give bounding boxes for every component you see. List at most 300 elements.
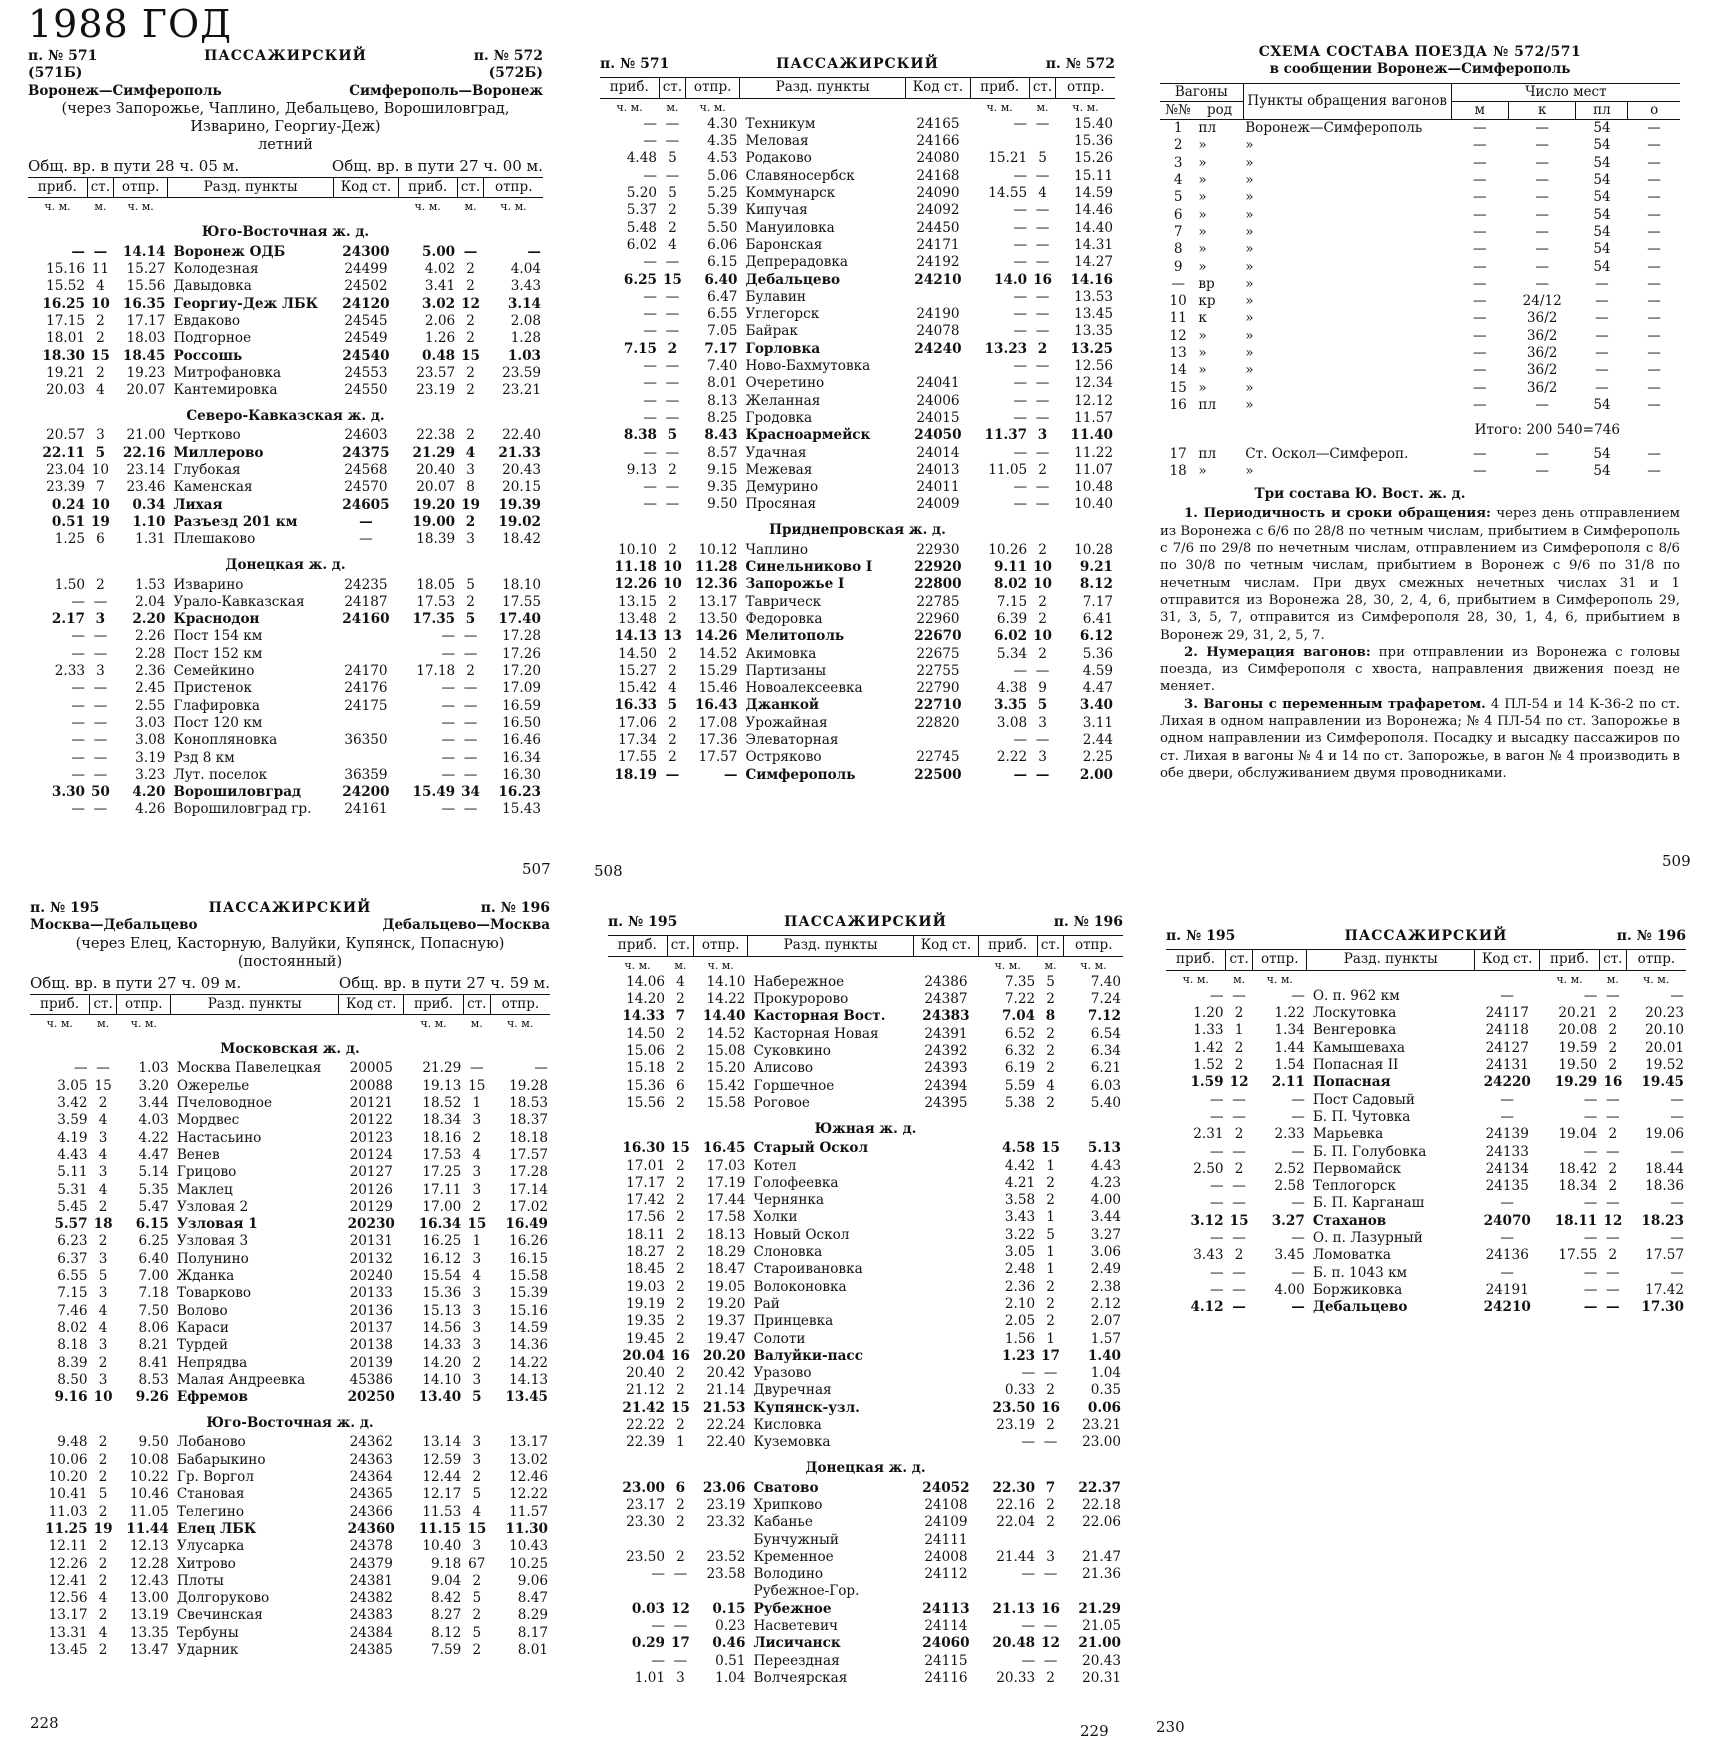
table-cell: — <box>1232 987 1246 1004</box>
table-row <box>608 1209 1123 1226</box>
table-cell: 19.47 <box>706 1330 746 1347</box>
table-cell: 1.25 <box>54 531 85 548</box>
timetable-571-part1 <box>28 48 543 819</box>
table-cell: » <box>1245 275 1254 292</box>
table-cell: 3 <box>98 1337 108 1354</box>
table-row <box>30 1095 550 1112</box>
station-name: Волчеярская <box>753 1669 848 1686</box>
table-row <box>28 784 543 801</box>
station-name: Митрофановка <box>173 364 282 381</box>
column-header: отпр. <box>114 178 168 198</box>
table-cell: 23.19 <box>416 382 456 399</box>
unit-label <box>1475 970 1540 988</box>
unit-label: ч. м. <box>420 1017 447 1031</box>
train-number-right: п. № 572 <box>1045 56 1115 72</box>
column-header: приб. <box>1540 950 1600 970</box>
table-cell: 17.26 <box>502 645 541 662</box>
table-cell: — <box>1647 172 1661 189</box>
table-cell: 20.31 <box>1082 1669 1121 1686</box>
table-cell: 24/12 <box>1522 293 1562 310</box>
table-cell: 50 <box>90 784 110 801</box>
table-row <box>608 1348 1123 1365</box>
table-cell: — <box>1035 662 1050 679</box>
table-cell: 2 <box>676 1244 685 1261</box>
table-cell: — <box>1595 310 1609 327</box>
table-row <box>1166 1074 1686 1091</box>
station-name: Сватово <box>753 1479 819 1496</box>
table-row <box>608 1279 1123 1296</box>
station-name: Купянск-узл. <box>753 1399 860 1416</box>
table-cell: 6 <box>96 531 105 548</box>
table-cell: 24210 <box>914 271 962 288</box>
table-cell: — <box>665 496 680 513</box>
station-name: Гродовка <box>745 409 813 426</box>
table-row <box>30 1182 550 1199</box>
table-cell: 5 <box>472 1389 482 1406</box>
table-cell: 5 <box>98 1486 108 1503</box>
h-k: к <box>1537 101 1547 118</box>
table-cell: 24192 <box>916 254 960 271</box>
table-cell: 20230 <box>347 1216 395 1233</box>
table-cell: 10.48 <box>1074 479 1113 496</box>
table-cell: 2 <box>1046 1417 1055 1434</box>
table-cell: 16.35 <box>122 295 166 312</box>
table-cell: 2 <box>1608 1039 1618 1056</box>
table-cell: 1 <box>472 1095 482 1112</box>
station-name: Б. П. Карганаш <box>1312 1195 1425 1212</box>
table-cell: — <box>1021 1652 1036 1669</box>
table-cell: 22.30 <box>992 1479 1036 1496</box>
table-cell: 12 <box>1603 1212 1623 1229</box>
table-cell: 24394 <box>924 1077 968 1094</box>
unit-label: ч. м. <box>414 200 441 214</box>
table-cell: — <box>1209 987 1224 1004</box>
table-cell: 18.45 <box>626 1261 665 1278</box>
table-cell: » <box>1198 379 1207 396</box>
table-cell: 21.00 <box>126 427 166 444</box>
table-cell: 2 <box>98 1451 108 1468</box>
table-cell: 24109 <box>924 1514 968 1531</box>
table-cell: 3.20 <box>138 1077 169 1094</box>
table-cell: 16.33 <box>614 697 657 714</box>
table-cell <box>914 1382 978 1399</box>
table-cell: 16.46 <box>502 732 541 749</box>
table-cell: 15.16 <box>509 1302 548 1319</box>
table-cell: 0.33 <box>1004 1382 1036 1399</box>
table-cell: 2.45 <box>135 680 166 697</box>
station-name: Старый Оскол <box>753 1140 869 1157</box>
table-cell: — <box>1500 1091 1515 1108</box>
table-cell: 16 <box>1603 1074 1623 1091</box>
station-name: Прокуророво <box>753 991 849 1008</box>
station-name: Пристенок <box>173 680 252 697</box>
timetable-195-part2 <box>608 914 1123 1687</box>
table-row <box>600 358 1115 375</box>
table-cell: 8.12 <box>1079 576 1113 593</box>
table-cell: 14.59 <box>509 1319 548 1336</box>
table-cell: 14.36 <box>509 1337 548 1354</box>
table-row <box>600 375 1115 392</box>
table-row <box>600 594 1115 611</box>
column-header: ст. <box>87 178 114 198</box>
table-cell: 2 <box>98 1572 108 1589</box>
table-cell: 19.21 <box>46 364 85 381</box>
table-cell: 24041 <box>916 375 960 392</box>
table-cell: — <box>1013 409 1028 426</box>
table-cell: 4.38 <box>996 680 1028 697</box>
table-row <box>1166 1178 1686 1195</box>
table-cell: 4.23 <box>1090 1174 1121 1191</box>
station-name: Конопляновка <box>173 732 278 749</box>
station-name: Б. п. 1043 км <box>1312 1264 1408 1281</box>
station-name: Грицово <box>176 1164 237 1181</box>
table-cell: 23.39 <box>46 479 85 496</box>
station-name: Ожерелье <box>176 1077 250 1094</box>
table-cell: 18.42 <box>1558 1160 1598 1177</box>
table-cell: 16.15 <box>509 1250 548 1267</box>
table-row <box>28 663 543 680</box>
table-row <box>30 1504 550 1521</box>
h-kind: род <box>1206 101 1233 118</box>
table-cell: 18.34 <box>422 1112 462 1129</box>
table-cell: 20132 <box>349 1250 393 1267</box>
h-o: о <box>1650 101 1659 118</box>
unit-label: ч. м. <box>1072 100 1099 114</box>
railway-section-heading: Приднепровская ж. д. <box>769 522 946 539</box>
table-cell: 18.44 <box>1645 1160 1684 1177</box>
table-cell: 14.26 <box>694 628 738 645</box>
unit-label <box>906 98 970 116</box>
table-cell: — <box>1291 1195 1305 1212</box>
table-cell: 7.24 <box>1090 991 1121 1008</box>
table-cell: 22.18 <box>1082 1496 1121 1513</box>
table-cell: — <box>463 732 478 749</box>
table-cell: 7.18 <box>138 1285 169 1302</box>
table-cell: 20.10 <box>1645 1022 1684 1039</box>
table-cell: 24131 <box>1485 1057 1529 1074</box>
station-name: Алисово <box>753 1060 814 1077</box>
table-cell: 20123 <box>349 1129 393 1146</box>
table-cell: 22.40 <box>502 427 541 444</box>
station-name: Уразово <box>753 1365 812 1382</box>
station-name: Узловая 3 <box>176 1233 249 1250</box>
column-header: ст. <box>667 936 694 956</box>
table-cell: 24605 <box>342 496 390 513</box>
table-cell: 22785 <box>916 593 960 610</box>
table-cell: 3.06 <box>1090 1244 1121 1261</box>
table-cell: 3 <box>472 1164 482 1181</box>
table-cell: 24080 <box>916 150 960 167</box>
composition-row <box>1160 207 1680 224</box>
table-cell: 2 <box>1038 645 1047 662</box>
table-cell: 23.50 <box>992 1399 1036 1416</box>
table-cell <box>667 1532 694 1549</box>
table-cell: — <box>1535 120 1549 137</box>
table-cell: — <box>463 697 478 714</box>
table-cell: 3 <box>1038 749 1047 766</box>
table-cell: 3 <box>472 1112 482 1129</box>
table-cell: 24391 <box>924 1025 968 1042</box>
table-cell: 12.59 <box>422 1451 462 1468</box>
column-header: отпр. <box>117 994 171 1014</box>
table-cell: — <box>1035 323 1050 340</box>
table-row <box>28 732 543 749</box>
table-cell: 54 <box>1593 172 1611 189</box>
table-cell: 16.25 <box>422 1233 462 1250</box>
table-cell: — <box>1472 362 1487 379</box>
station-name: Турдей <box>176 1337 229 1354</box>
table-row <box>608 1175 1123 1192</box>
table-cell: — <box>1035 731 1050 748</box>
table-cell: 2 <box>466 663 475 680</box>
table-cell: — <box>93 680 108 697</box>
comp-title: СХЕМА СОСТАВА ПОЕЗДА № 572/571 <box>1258 44 1582 60</box>
table-cell: 24009 <box>916 496 960 513</box>
table-cell: 1.53 <box>135 576 166 593</box>
table-cell: 2 <box>676 1157 685 1174</box>
table-cell: 19.29 <box>1554 1074 1598 1091</box>
table-cell: 4.20 <box>132 784 166 801</box>
table-cell: — <box>71 749 85 766</box>
table-cell: 21.44 <box>996 1548 1036 1565</box>
table-cell: 1.44 <box>1274 1039 1305 1056</box>
table-cell: 8.02 <box>57 1319 88 1336</box>
total-time-left: Общ. вр. в пути 28 ч. 05 м. <box>28 156 240 175</box>
table-cell: 3 <box>676 1669 685 1686</box>
table-cell: 2 <box>1046 1669 1055 1686</box>
station-name: Депрерадовка <box>745 254 848 271</box>
table-cell: — <box>643 167 657 184</box>
table-cell: 6.40 <box>138 1250 169 1267</box>
table-row <box>600 462 1115 479</box>
table-row <box>1166 1195 1686 1212</box>
table-cell: 1.52 <box>1193 1057 1224 1074</box>
table-cell: 2 <box>676 1261 685 1278</box>
train-number-left: п. № 571 <box>600 56 670 72</box>
table-cell: — <box>1291 987 1305 1004</box>
timetable-table <box>28 177 543 819</box>
table-cell: — <box>1647 154 1661 171</box>
table-cell: 8 <box>1045 1008 1056 1025</box>
table-cell: 17.53 <box>416 593 456 610</box>
table-cell: — <box>1035 167 1050 184</box>
table-cell: 24114 <box>924 1617 968 1634</box>
table-cell: 16.50 <box>502 714 541 731</box>
table-cell <box>608 1532 667 1549</box>
notes-heading: Три состава Ю. Вост. ж. д. <box>1254 486 1466 503</box>
table-row <box>30 1268 550 1285</box>
table-cell: 2 <box>472 1641 482 1658</box>
table-row <box>608 1227 1123 1244</box>
table-cell: 22960 <box>916 610 960 627</box>
table-cell: — <box>1535 258 1549 275</box>
table-cell: — <box>1472 293 1487 310</box>
table-cell: 20126 <box>349 1181 393 1198</box>
table-cell: 24375 <box>342 444 390 461</box>
column-header: приб. <box>608 936 667 956</box>
table-cell: — <box>1472 275 1487 292</box>
table-row <box>1166 1092 1686 1109</box>
table-cell: 22.16 <box>996 1496 1036 1513</box>
table-cell: 18.52 <box>422 1095 462 1112</box>
table-cell: 1.01 <box>634 1669 665 1686</box>
table-cell: 21.14 <box>706 1382 746 1399</box>
table-cell: 0.24 <box>51 496 85 513</box>
station-name: Солоти <box>753 1330 806 1347</box>
table-cell: 4 <box>1046 1077 1055 1094</box>
table-row <box>600 341 1115 358</box>
table-cell: 2 <box>472 1198 482 1215</box>
table-cell: » <box>1245 327 1254 344</box>
table-cell: — <box>1647 206 1661 223</box>
table-cell: 19.37 <box>706 1313 746 1330</box>
table-cell: 2 <box>1234 1126 1244 1143</box>
table-cell: 36/2 <box>1526 327 1558 344</box>
table-cell: — <box>665 323 680 340</box>
station-name: Куземовка <box>753 1434 831 1451</box>
table-cell: — <box>1670 1143 1684 1160</box>
table-cell: » <box>1245 154 1254 171</box>
table-cell: 7.05 <box>707 323 738 340</box>
table-cell: 54 <box>1593 120 1611 137</box>
table-cell: 12.11 <box>48 1538 88 1555</box>
table-cell: 18.23 <box>1641 1212 1684 1229</box>
total-time-right: Общ. вр. в пути 27 ч. 59 м. <box>338 973 550 992</box>
table-cell: 13.02 <box>509 1451 548 1468</box>
table-cell: 7.35 <box>1004 973 1036 990</box>
via-line-1: (через Елец, Касторную, Валуйки, Купянск, Попасную) <box>75 935 505 952</box>
table-cell: 24499 <box>344 261 388 278</box>
table-cell: 2 <box>1608 1160 1618 1177</box>
table-cell: — <box>1209 1195 1224 1212</box>
table-cell: — <box>643 306 657 323</box>
table-cell: 1 <box>1046 1330 1055 1347</box>
unit-label: ч. м. <box>1643 972 1670 986</box>
table-cell: — <box>1535 137 1549 154</box>
station-name: Каменская <box>173 479 253 496</box>
table-cell: 19.04 <box>1558 1126 1598 1143</box>
table-cell: — <box>1472 462 1487 479</box>
table-row <box>30 1233 550 1250</box>
table-cell: 5.20 <box>626 185 657 202</box>
table-cell: 2 <box>98 1607 108 1624</box>
table-cell: 12.17 <box>422 1486 462 1503</box>
table-cell: — <box>1043 1566 1058 1583</box>
table-cell: 17.25 <box>422 1164 462 1181</box>
table-cell: Ст. Оскол—Симфероп. <box>1245 445 1409 462</box>
table-cell: 3.22 <box>1004 1226 1036 1243</box>
station-name: Марьевка <box>1312 1126 1384 1143</box>
table-cell <box>914 1365 978 1382</box>
table-cell: 5.31 <box>57 1181 88 1198</box>
train-number-right: п. № 196 <box>1616 928 1686 944</box>
station-name: Семейкино <box>173 663 255 680</box>
table-cell: 4.03 <box>138 1112 169 1129</box>
table-cell: 15.56 <box>126 278 166 295</box>
table-cell: 0.29 <box>631 1635 665 1652</box>
table-cell: 17.40 <box>498 611 541 628</box>
table-cell: 3 <box>472 1319 482 1336</box>
table-cell: — <box>1232 1195 1246 1212</box>
table-cell: 18.53 <box>509 1095 548 1112</box>
table-row <box>28 646 543 663</box>
table-cell: 19 <box>90 513 110 530</box>
table-cell: 19.13 <box>422 1077 462 1094</box>
table-cell: 2 <box>472 1572 482 1589</box>
table-cell: — <box>1647 445 1661 462</box>
table-cell: — <box>71 628 85 645</box>
table-cell: 2 <box>472 1607 482 1624</box>
table-cell: — <box>1232 1143 1246 1160</box>
station-name: Партизаны <box>745 662 827 679</box>
table-cell: 0.51 <box>51 513 85 530</box>
table-cell: 2 <box>676 1496 685 1513</box>
table-cell: 2 <box>1234 1039 1244 1056</box>
table-row <box>600 496 1115 513</box>
station-name: Тербуны <box>176 1624 239 1641</box>
table-cell: 4 <box>668 236 677 253</box>
table-cell: 12.44 <box>422 1469 462 1486</box>
table-cell: 17.17 <box>126 312 166 329</box>
table-cell: — <box>1647 345 1661 362</box>
station-name: Касторная Новая <box>753 1025 879 1042</box>
table-cell: — <box>93 697 108 714</box>
table-cell: 2.20 <box>132 611 166 628</box>
table-row <box>30 1303 550 1320</box>
table-row <box>28 698 543 715</box>
table-cell: 14.50 <box>618 645 657 662</box>
table-cell: 0.51 <box>715 1652 746 1669</box>
table-cell <box>1064 1532 1123 1549</box>
table-cell: — <box>463 766 478 783</box>
unit-label: м. <box>1606 972 1619 986</box>
table-row <box>600 427 1115 444</box>
table-cell: 13.48 <box>618 610 657 627</box>
table-cell: Воронеж—Симферополь <box>1245 120 1423 137</box>
table-cell: 22.39 <box>626 1434 665 1451</box>
column-header: приб. <box>600 78 659 98</box>
station-name: Староивановка <box>753 1261 863 1278</box>
table-cell: 7.12 <box>1087 1008 1121 1025</box>
table-cell: 20.01 <box>1645 1039 1684 1056</box>
table-cell: 2.10 <box>1004 1295 1036 1312</box>
table-cell: 1.33 <box>1193 1022 1224 1039</box>
table-cell: 15.27 <box>618 662 657 679</box>
table-cell: 2.36 <box>1004 1278 1036 1295</box>
table-cell: 36350 <box>344 732 388 749</box>
table-cell: 24366 <box>349 1503 393 1520</box>
table-cell: 1.04 <box>715 1669 746 1686</box>
table-cell: 22920 <box>914 559 962 576</box>
table-cell: 15.42 <box>706 1077 746 1094</box>
table-cell: 18.18 <box>509 1129 548 1146</box>
table-cell: — <box>643 409 657 426</box>
table-cell: 18.36 <box>1645 1178 1684 1195</box>
table-cell: 1 <box>472 1233 482 1250</box>
table-row <box>608 1261 1123 1278</box>
table-cell: — <box>1595 362 1609 379</box>
table-cell: 2 <box>466 261 475 278</box>
table-cell: 16 <box>1041 1399 1060 1416</box>
table-row <box>1166 1230 1686 1247</box>
table-cell: 2 <box>668 714 677 731</box>
station-name: Долгоруково <box>176 1590 270 1607</box>
table-cell: 3.12 <box>1190 1212 1224 1229</box>
table-cell: 17.06 <box>618 714 657 731</box>
table-cell: » <box>1245 379 1254 396</box>
table-cell: 21.13 <box>992 1600 1036 1617</box>
composition-row <box>1160 293 1680 310</box>
